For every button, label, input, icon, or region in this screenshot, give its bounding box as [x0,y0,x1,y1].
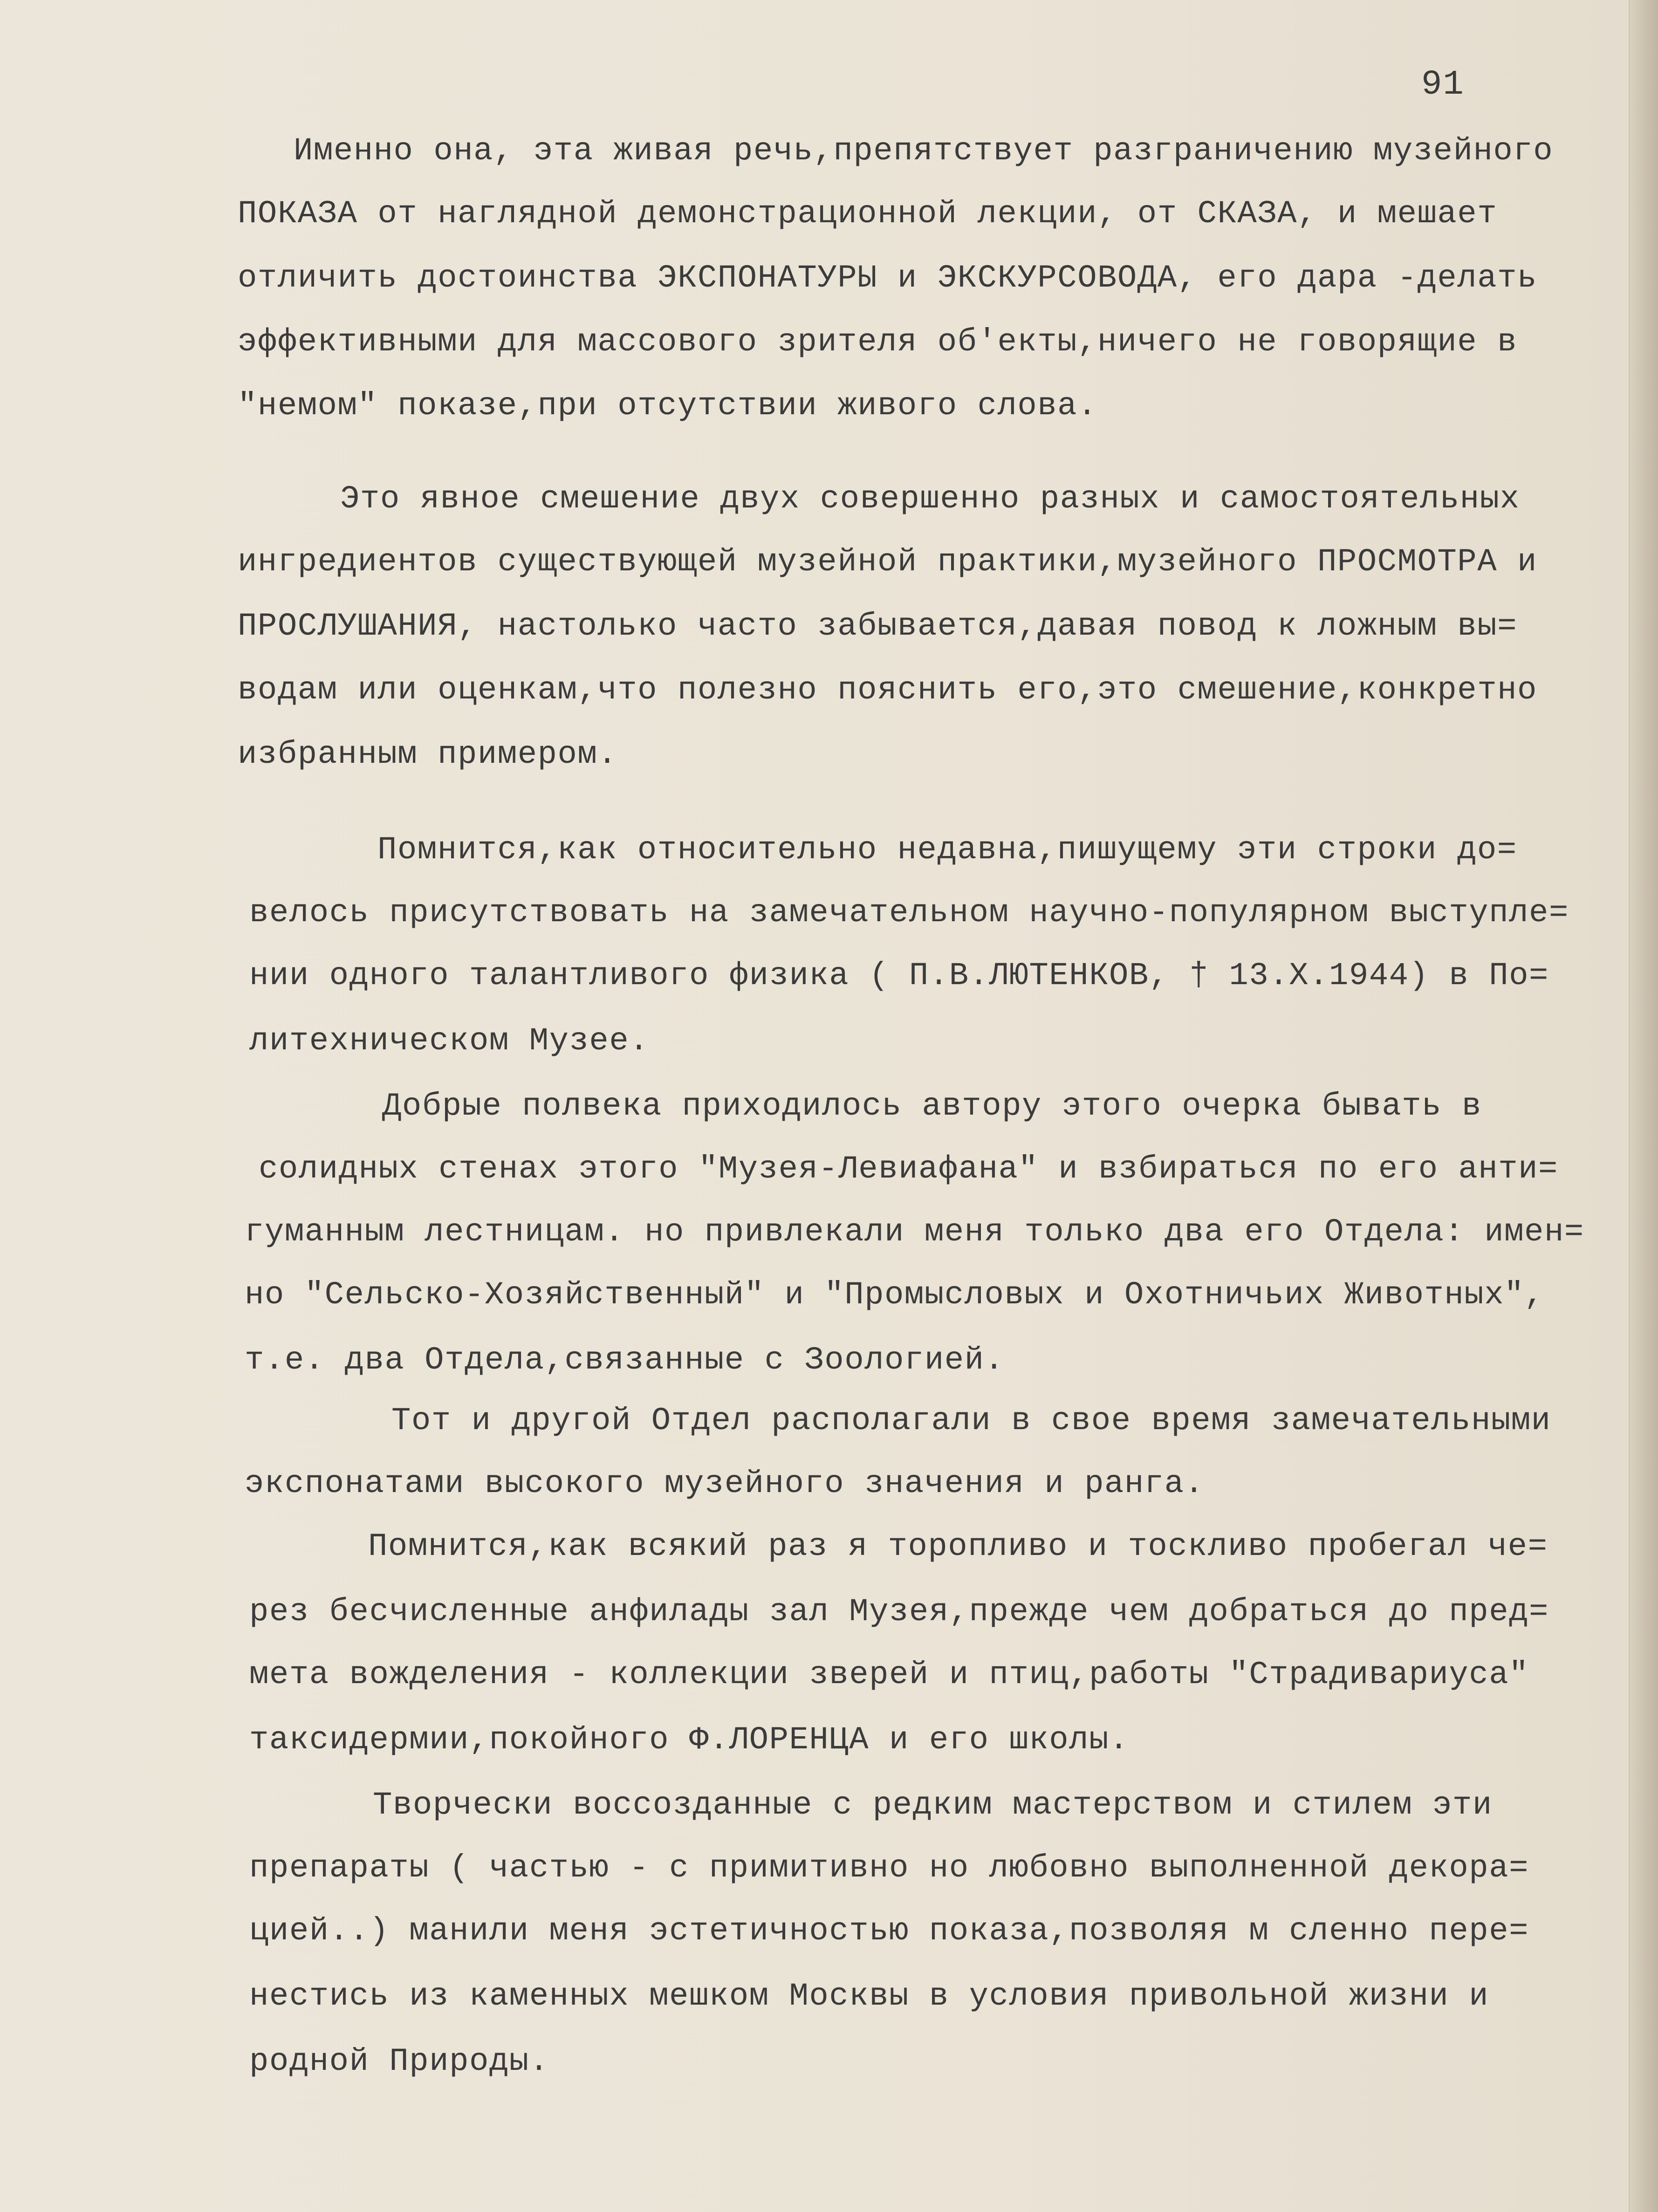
page-edge [1630,0,1658,2212]
text-line: солидных стенах этого "Музея-Левиафана" и взбираться по его анти= [259,1153,1558,1185]
text-line: родной Природы. [249,2046,549,2078]
text-line: избранным примером. [238,739,618,771]
text-line: ингредиентов существующей музейной практики,музейного ПРОСМОТРА и [238,546,1537,578]
text-line: мета вожделения - коллекции зверей и птиц,работы "Страдивариуса" [249,1659,1529,1691]
text-line: таксидермии,покойного Ф.ЛОРЕНЦА и его школы. [249,1724,1129,1756]
text-line: "немом" показе,при отсутствии живого слова. [238,390,1097,422]
text-line: Помнится,как всякий раз я торопливо и тоскливо пробегал че= [368,1531,1548,1563]
text-line: литехническом Музее. [249,1025,650,1057]
text-line: экспонатами высокого музейного значения и ранга. [245,1468,1205,1500]
text-line: нестись из каменных мешком Москвы в условия привольной жизни и [249,1980,1489,2013]
text-line: ПРОСЛУШАНИЯ, настолько часто забывается,давая повод к ложным вы= [238,610,1518,643]
text-line: нии одного талантливого физика ( П.В.ЛЮТЕНКОВ, † 13.X.1944) в По= [249,960,1549,992]
text-line: рез бесчисленные анфилады зал Музея,прежде чем добраться до пред= [249,1596,1549,1628]
text-line: но "Сельско-Хозяйственный" и "Промысловых и Охотничьих Животных", [245,1279,1544,1311]
text-line: ПОКАЗА от наглядной демонстрационной лекции, от СКАЗА, и мешает [238,198,1498,230]
text-line: гуманным лестницам. но привлекали меня только два его Отдела: имен= [245,1216,1584,1248]
text-line: Творчески воссозданные с редким мастерством и стилем эти [373,1789,1493,1822]
text-line: водам или оценкам,что полезно пояснить его,это смешение,конкретно [238,674,1537,706]
text-line: Это явное смешение двух совершенно разных и самостоятельных [340,483,1520,515]
text-line: Тот и другой Отдел располагали в свое время замечательными [391,1405,1551,1437]
text-line: велось присутствовать на замечательном научно-популярном выступле= [249,897,1569,929]
text-line: препараты ( частью - с примитивно но любовно выполненной декора= [249,1852,1529,1884]
text-line: цией..) манили меня эстетичностью показа,позволяя м сленно пере= [249,1915,1529,1947]
page-number: 91 [1421,65,1465,104]
text-line: т.е. два Отдела,связанные с Зоологией. [245,1344,1005,1377]
text-line: отличить достоинства ЭКСПОНАТУРЫ и ЭКСКУРСОВОДА, его дара -делать [238,262,1537,294]
text-line: эффективными для массового зрителя об'екты,ничего не говорящие в [238,326,1518,358]
text-line: Именно она, эта живая речь,препятствует разграничению музейного [294,135,1554,167]
text-line: Помнится,как относительно недавна,пишущему эти строки до= [377,834,1517,866]
text-line: Добрые полвека приходилось автору этого очерка бывать в [382,1090,1482,1123]
